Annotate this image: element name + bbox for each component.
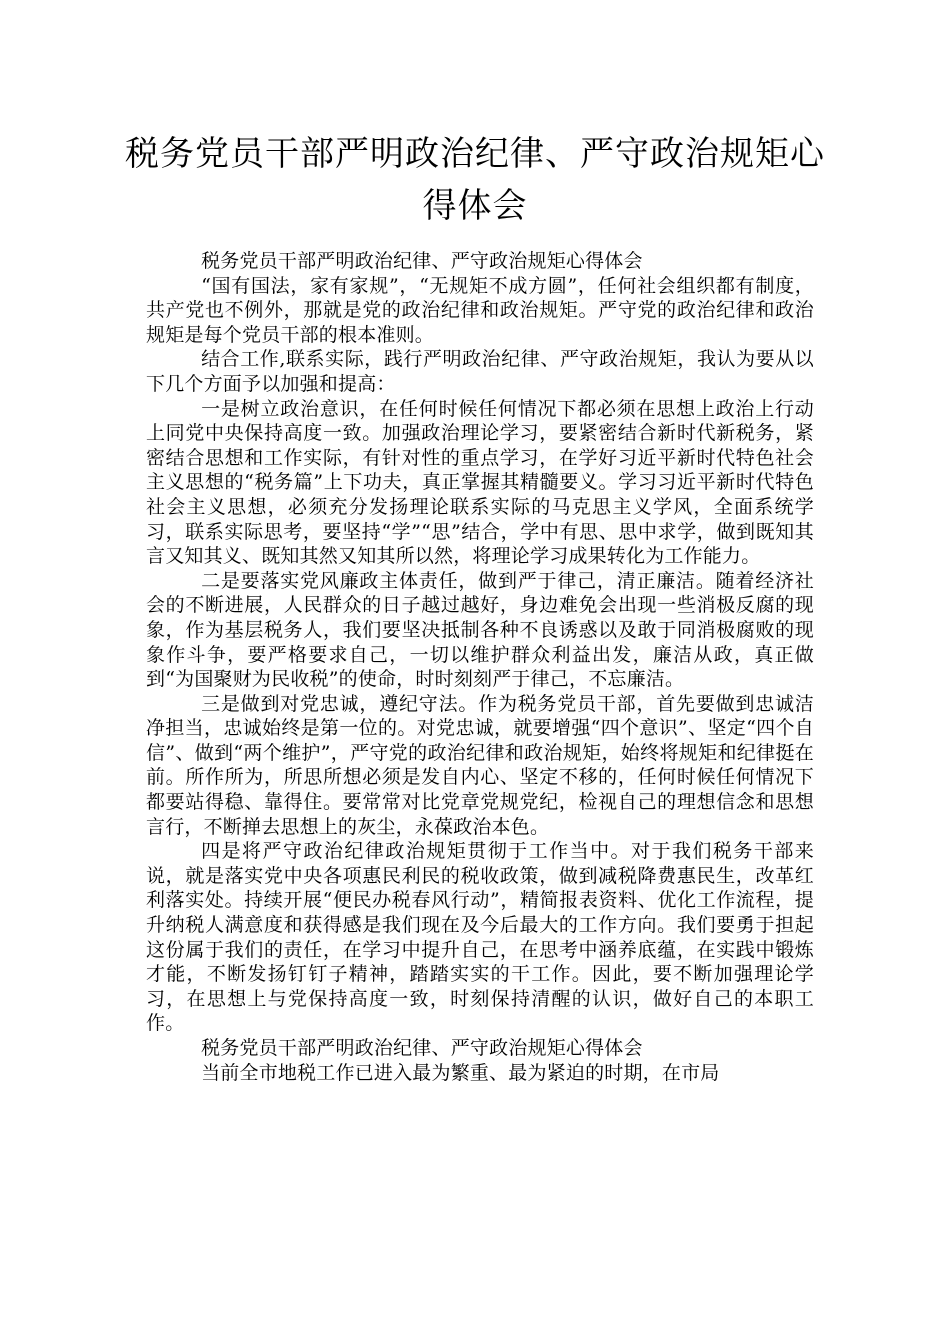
intro-paragraph: “国有国法，家有家规”，“无规矩不成方圆”，任何社会组织都有制度，共产党也不例外，那就是党的政治纪律和政治规矩。严守党的政治纪律和政治规矩是每个党员干部的根本准则。 (146, 274, 814, 346)
second-article-opening: 当前全市地税工作已进入最为繁重、最为紧迫的时期，在市局 (201, 1061, 720, 1084)
subtitle-paragraph: 税务党员干部严明政治纪律、严守政治规矩心得体会 (201, 250, 643, 272)
point-four-paragraph: 四是将严守政治纪律政治规矩贯彻于工作当中。对于我们税务干部来说，就是落实党中央各项惠民利民的税收政策，做到减税降费惠民生，改革红利落实处。持续开展“便民办税春风行动”，精简报表资料、优化工作流程，提升纳税人满意度和获得感是我们现在及今后最大的工作方向。我们要勇于担起这份属于我们的责任，在学习中提升自己，在思考中涵养底蕴，在实践中锻炼才能，不断发扬钉钉子精神，踏踏实实的干工作。因此，要不断加强理论学习，在思想上与党保持高度一致，时刻保持清醒的认识，做好自己的本职工作。 (146, 840, 814, 1035)
point-one-paragraph: 一是树立政治意识，在任何时候任何情况下都必须在思想上政治上行动上同党中央保持高度一致。加强政治理论学习，要紧密结合新时代新税务，紧密结合思想和工作实际，有针对性的重点学习，在学好习近平新时代特色社会主义思想的“税务篇”上下功夫，真正掌握其精髓要义。学习习近平新时代特色社会主义思想，必须充分发扬理论联系实际的马克思主义学风，全面系统学习，联系实际思考，要坚持“学”“思”结合，学中有思、思中求学，做到既知其言又知其义、既知其然又知其所以然，将理论学习成果转化为工作能力。 (146, 397, 814, 568)
document-body (146, 249, 814, 1085)
point-three-paragraph: 三是做到对党忠诚，遵纪守法。作为税务党员干部，首先要做到忠诚洁净担当，忠诚始终是第一位的。对党忠诚，就要增强“四个意识”、坚定“四个自信”、做到“两个维护”，严守党的政治纪律和政治规矩，始终将规矩和纪律挺在前。所作所为，所思所想必须是发自内心、坚定不移的，任何时候任何情况下都要站得稳、靠得住。要常常对比党章党规党纪，检视自己的理想信念和思想言行，不断掸去思想上的灰尘，永葆政治本色。 (146, 692, 814, 838)
document-title: 税务党员干部严明政治纪律、严守政治规矩心得体会 (125, 134, 825, 226)
second-article-title: 税务党员干部严明政治纪律、严守政治规矩心得体会 (201, 1037, 643, 1059)
point-two-paragraph: 二是要落实党风廉政主体责任，做到严于律己，清正廉洁。随着经济社会的不断进展，人民群众的日子越过越好，身边难免会出现一些消极反腐的现象，作为基层税务人，我们要坚决抵制各种不良诱惑以及敢于同消极腐败的现象作斗争，要严格要求自己，一切以维护群众利益出发，廉洁从政，真正做到“为国聚财为民收税”的使命，时时刻刻严于律己，不忘廉洁。 (146, 569, 814, 691)
context-paragraph: 结合工作,联系实际，践行严明政治纪律、严守政治规矩，我认为要从以下几个方面予以加强和提高： (146, 348, 814, 395)
